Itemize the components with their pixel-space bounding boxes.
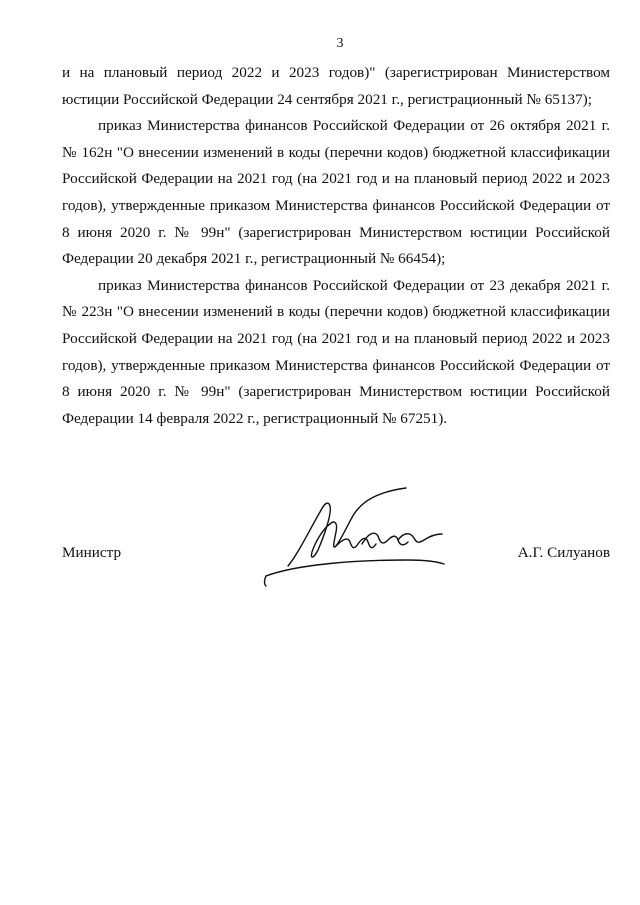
page-number: 3 [336, 36, 344, 51]
paragraph-order-223n: приказ Министерства финансов Российской Федерации от 23 декабря 2021 г. № 223н "О внесении изменений в коды (перечни кодов) бюджетной классификации Российской Федерации на 2021 год (на 2021 год и на плановый период 2022 и 2023 годов), утвержденные приказом Министерства финансов Российской Федерации от 8 июня 2020 г. № 99н" (зарегистрирован Министерством юстиции Российской Федерации 14 февраля 2022 г., регистрационный № 67251). [62, 276, 610, 427]
paragraph-order-162n: приказ Министерства финансов Российской Федерации от 26 октября 2021 г. № 162н "О внесении изменений в коды (перечни кодов) бюджетной классификации Российской Федерации на 2021 год (на 2021 год и на плановый период 2022 и 2023 годов), утвержденные приказом Министерства финансов Российской Федерации от 8 июня 2020 г. № 99н" (зарегистрирован Министерством юстиции Российской Федерации 20 декабря 2021 г., регистрационный № 66454); [62, 117, 610, 268]
document-body [62, 60, 610, 432]
signature-block [62, 544, 610, 574]
signer-name: А.Г. Силуанов [517, 544, 610, 561]
paragraph-continuation: и на плановый период 2022 и 2023 годов)" (зарегистрирован Министерством юстиции Российской Федерации 24 сентября 2021 г., регистрационный № 65137); [62, 64, 610, 108]
signer-title: Министр [62, 544, 122, 561]
